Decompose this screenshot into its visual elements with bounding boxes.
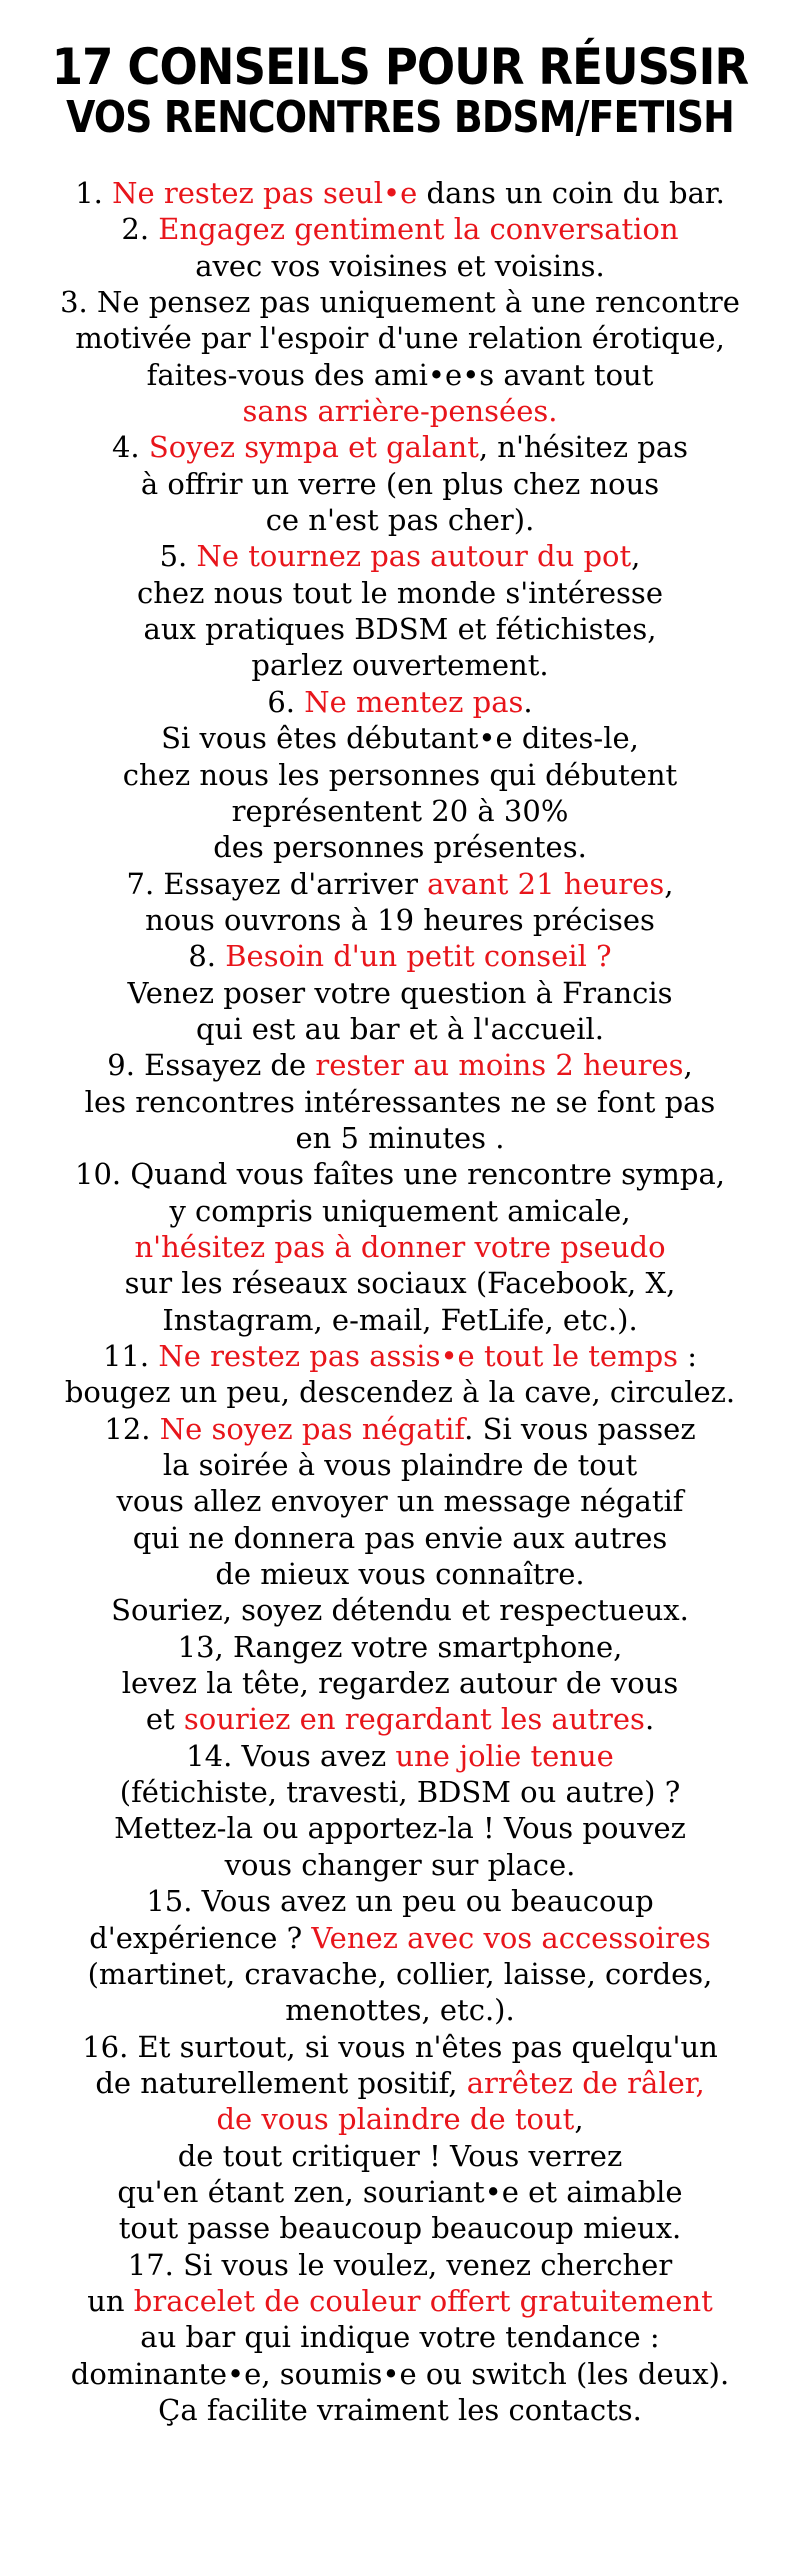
text-line [0,2174,800,2210]
highlight-text: Ne mentez pas [304,684,524,719]
body-text: des personnes présentes. [213,830,587,865]
text-line [0,1084,800,1120]
body-text: de mieux vous connaître. [215,1557,585,1592]
text-line [0,538,800,574]
body-text: dans un coin du bar. [417,176,725,210]
text-line [0,2138,800,2174]
text-line [0,647,800,683]
body-text: au bar qui indique votre tendance : [140,2320,660,2355]
body-text: : [678,1339,698,1373]
body-text: qu'en étant zen, souriant•e et aimable [117,2174,683,2209]
text-line [0,1483,800,1519]
highlight-text: bracelet de couleur offert gratuitement [133,2283,713,2318]
text-line [0,902,800,938]
text-line [0,1956,800,1992]
highlight-text: arrêtez de râler, [466,2065,705,2100]
body-text: avec vos voisines et voisins. [195,248,605,283]
text-line [0,248,800,284]
tips-list [0,175,800,2428]
text-line [0,320,800,356]
text-line [0,793,800,829]
body-text: parlez ouvertement. [251,648,549,683]
body-text: 10. Quand vous faîtes une rencontre sympa, [75,1157,725,1192]
text-line [0,757,800,793]
body-text: tout passe beaucoup beaucoup mieux. [118,2211,682,2246]
text-line [0,1338,800,1374]
body-text: , [683,1048,693,1083]
text-line [0,1156,800,1192]
body-text: . [644,1702,655,1737]
highlight-text: de vous plaindre de tout [216,2102,575,2137]
body-text: 8. [188,939,226,974]
body-text: 2. [121,212,159,247]
body-text: nous ouvrons à 19 heures précises [145,902,655,937]
body-text: 14. Vous avez [186,1738,396,1773]
body-text: (fétichiste, travesti, BDSM ou autre) ? [119,1775,681,1810]
text-line [0,1592,800,1628]
body-text: de naturellement positif, [95,2065,467,2100]
body-text: 16. Et surtout, si vous n'êtes pas quelqu'un [82,2029,718,2064]
body-text: y compris uniquement amicale, [169,1193,631,1228]
body-text: Ça facilite vraiment les contacts. [158,2392,642,2427]
highlight-text: avant 21 heures [427,866,665,901]
text-line [0,1883,800,1919]
text-line [0,1047,800,1083]
body-text: et [145,1702,184,1737]
body-text: bougez un peu, descendez à la cave, circulez. [64,1375,736,1410]
body-text: 11. [102,1339,159,1373]
body-text: dominante•e, soumis•e ou switch (les deux). [70,2356,730,2391]
text-line [0,502,800,538]
highlight-text: Ne soyez pas négatif [159,1411,465,1446]
text-line [0,829,800,865]
body-text: , [631,539,641,574]
body-text: sur les réseaux sociaux (Facebook, X, [124,1266,676,1301]
body-text: , [574,2102,584,2137]
text-line [0,211,800,247]
highlight-text: Soyez sympa et galant [148,430,479,465]
text-line [0,1374,800,1410]
text-line [0,1847,800,1883]
text-line [0,2065,800,2101]
highlight-text: rester au moins 2 heures [315,1048,684,1083]
body-text: la soirée à vous plaindre de tout [162,1448,638,1483]
text-line [0,975,800,1011]
text-line [0,1701,800,1737]
text-line [0,2319,800,2355]
text-line [0,357,800,393]
highlight-text: Ne tournez pas autour du pot [196,539,632,574]
text-line [0,2210,800,2246]
highlight-text: souriez en regardant les autres [183,1702,645,1737]
text-line [0,2283,800,2319]
body-text: faites-vous des ami•e•s avant tout [146,357,654,392]
text-line [0,938,800,974]
text-line [0,1556,800,1592]
body-text: chez nous tout le monde s'intéresse [137,575,663,610]
highlight-text: Ne restez pas seul•e [112,176,418,210]
text-line [0,611,800,647]
body-text: Souriez, soyez détendu et respectueux. [111,1593,689,1628]
body-text: 1. [75,176,113,210]
text-line [0,1411,800,1447]
highlight-text: une jolie tenue [395,1738,614,1773]
text-line [0,684,800,720]
body-text: 6. [267,684,305,719]
text-line [0,1229,800,1265]
highlight-text: Besoin d'un petit conseil ? [225,939,612,974]
body-text: d'expérience ? [89,1920,312,1955]
text-line [0,1120,800,1156]
body-text: 13, Rangez votre smartphone, [177,1629,623,1664]
body-text: chez nous les personnes qui débutent [122,757,678,792]
highlight-text: Venez avec vos accessoires [311,1920,711,1955]
body-text: 17. Si vous le voulez, venez chercher [127,2247,673,2282]
body-text: 5. [159,539,197,574]
text-line [0,575,800,611]
text-line [0,1738,800,1774]
body-text: levez la tête, regardez autour de vous [121,1666,679,1701]
body-text: qui ne donnera pas envie aux autres [132,1520,668,1555]
body-text: vous changer sur place. [224,1847,576,1882]
text-line [0,1629,800,1665]
body-text: motivée par l'espoir d'une relation érotique, [75,321,725,356]
body-text: , n'hésitez pas [478,430,689,465]
text-line [0,393,800,429]
text-line [0,1447,800,1483]
body-text: de tout critiquer ! Vous verrez [177,2138,623,2173]
text-line [0,1193,800,1229]
body-text: un [87,2283,134,2318]
body-text: les rencontres intéressantes ne se font pas [84,1084,716,1119]
text-line [0,1265,800,1301]
text-line [0,1665,800,1701]
highlight-text: n'hésitez pas à donner votre pseudo [134,1229,666,1264]
page-subtitle: VOS RENCONTRES BDSM/FETISH [66,92,734,143]
body-text: Mettez-la ou apportez-la ! Vous pouvez [114,1811,686,1846]
body-text: Venez poser votre question à Francis [127,975,673,1010]
highlight-text: Engagez gentiment la conversation [158,212,679,247]
text-line [0,175,800,211]
body-text: menottes, etc.). [285,1993,515,2028]
body-text: à offrir un verre (en plus chez nous [140,466,660,501]
text-line [0,284,800,320]
body-text: vous allez envoyer un message négatif [116,1484,684,1519]
text-line [0,720,800,756]
text-line [0,2392,800,2428]
text-line [0,1920,800,1956]
body-text: qui est au bar et à l'accueil. [196,1011,604,1046]
text-line [0,1774,800,1810]
text-line [0,2247,800,2283]
text-line [0,1011,800,1047]
text-line [0,866,800,902]
body-text: 4. [111,430,149,465]
text-line [0,1520,800,1556]
body-text: ce n'est pas cher). [265,503,535,538]
body-text: . Si vous passez [464,1411,696,1446]
body-text: représentent 20 à 30% [231,793,569,828]
text-line [0,2356,800,2392]
body-text: Instagram, e-mail, FetLife, etc.). [162,1302,638,1337]
body-text: en 5 minutes . [295,1120,505,1155]
body-text: (martinet, cravache, collier, laisse, cordes, [87,1956,713,1991]
text-line [0,1992,800,2028]
page-title: 17 CONSEILS POUR RÉUSSIR [51,38,749,96]
highlight-text: sans arrière-pensées. [242,394,558,429]
body-text: 12. [104,1411,160,1446]
body-text: 9. Essayez de [107,1048,316,1083]
body-text: 15. Vous avez un peu ou beaucoup [146,1884,654,1919]
text-line [0,466,800,502]
body-text: , [664,866,674,901]
text-line [0,1810,800,1846]
text-line [0,1302,800,1338]
body-text: 3. Ne pensez pas uniquement à une rencontre [60,285,740,320]
highlight-text: Ne restez pas assis•e tout le temps [158,1339,679,1373]
body-text: aux pratiques BDSM et fétichistes, [143,612,657,647]
text-line [0,429,800,465]
body-text: 7. Essayez d'arriver [126,866,428,901]
body-text: . [523,684,533,719]
body-text: Si vous êtes débutant•e dites-le, [161,721,639,756]
text-line [0,2101,800,2137]
text-line [0,2029,800,2065]
